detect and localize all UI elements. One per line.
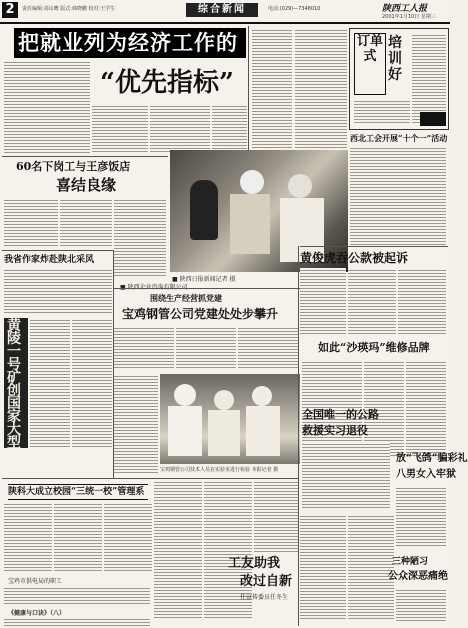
photo-caption-lab: 宝鸡钢管公司技术人员在实验室进行检验 本报记者 摄 [160, 467, 279, 473]
yaoling-banner [4, 318, 28, 477]
divider [2, 478, 298, 479]
three-headline-1: 三种陋习 [392, 557, 429, 567]
sixty-text-1 [4, 198, 58, 248]
page-number: 2 [2, 2, 18, 18]
steel-text-3 [238, 326, 298, 370]
huang-text-1 [300, 268, 346, 334]
shenlong-text-3 [406, 360, 446, 456]
bottom-text-1 [154, 480, 202, 620]
article-text-main [4, 60, 90, 154]
fang-headline-1: 放“飞鸽”骗彩礼 [396, 453, 468, 464]
gonghui-headline-1: 工友助我 [228, 556, 281, 571]
divider [113, 250, 114, 478]
fang-headline-2: 八男女入牢狱 [396, 469, 456, 480]
sixty-headline: 60名下岗工与王彦饭店 [16, 160, 131, 173]
huang-headline: 黄俊虎吞公款被起诉 [300, 251, 409, 265]
writer-headline: 我省作家炸赴陕北采风 [4, 255, 95, 265]
fang-text [396, 486, 446, 548]
order-text [412, 33, 446, 123]
small-item-text-2 [4, 617, 150, 627]
three-text [396, 588, 446, 622]
editor-line: 责任编辑:刘山鹰 版式:韩晓鹏 校对:王学生 [22, 6, 116, 12]
three-headline-2: 公众深恶痛绝 [388, 571, 448, 582]
small-item-1: 宝鸡市供电局的职工 [8, 578, 63, 585]
quanguo-headline-2: 救援实习退役 [302, 424, 368, 437]
divider [114, 288, 300, 289]
sixty-text-2 [60, 198, 112, 248]
divider [2, 156, 168, 157]
writer-text [4, 268, 112, 314]
divider [2, 250, 114, 251]
article-text-main-2 [92, 104, 148, 154]
yaoling-headline: 黄陵一号矿创国家大型新高 [7, 318, 21, 477]
page-header [0, 0, 450, 24]
steel-text-4 [114, 374, 158, 474]
article-text-main-3 [150, 104, 210, 154]
stamp-icon [420, 112, 446, 126]
sixty-subheadline: 喜结良缘 [56, 176, 117, 194]
quanguo-headline-1: 全国唯一的公路 [302, 408, 379, 421]
fed-text-2 [54, 502, 102, 572]
photo-caption-top: ■ 陕西日报新闻记者 摄 [172, 276, 236, 283]
fed-text-3 [104, 502, 152, 572]
steel-kicker: 围绕生产经营抓党建 [150, 293, 222, 303]
union-heading: 西北工会开展“十个一”活动 [350, 133, 448, 143]
article-text-right-1 [252, 28, 292, 158]
order-subtitle: 培训好 [388, 35, 402, 83]
union-text [350, 146, 446, 246]
huang-text-3 [398, 268, 446, 334]
section-title: 综合新闻 [186, 3, 258, 17]
main-headline-line2: “优先指标” [100, 68, 234, 98]
steel-headline: 宝鸡钢管公司党建处处步攀升 [122, 307, 279, 321]
gonghui-text-2 [300, 514, 346, 620]
gonghui-text-3 [348, 514, 394, 620]
huang-text-2 [348, 268, 396, 334]
article-text-main-4 [212, 104, 247, 154]
steel-text-1 [114, 326, 174, 370]
article-text-right-2 [295, 28, 347, 158]
order-text-2 [354, 99, 410, 125]
gonghui-text-1 [254, 480, 298, 552]
fed-headline: 陕科大成立校园“三统一校”管理系 [8, 484, 148, 500]
photo-lab [160, 374, 300, 464]
divider [300, 246, 448, 247]
yaoling-text-1 [30, 318, 70, 448]
steel-text-2 [176, 326, 236, 370]
quanguo-text [302, 442, 390, 510]
sixty-text-3 [114, 198, 166, 278]
yaoling-text-2 [72, 318, 112, 448]
small-item-text [4, 586, 150, 606]
divider [298, 246, 299, 626]
shenlong-headline: 如此“沙瑛玛”维修品牌 [318, 341, 430, 354]
gonghui-sub: 任宣传委员任冬生 [240, 594, 289, 601]
main-headline-line1: 把就业列为经济工作的 [14, 28, 246, 58]
phone-line: 电话:(029)—7348010 [268, 6, 321, 12]
fed-text-1 [4, 502, 52, 572]
gonghui-headline-2: 改过自新 [240, 574, 293, 589]
small-item-2: 《健康与口诀》（八） [8, 610, 66, 617]
photo-caption-mid [120, 282, 170, 291]
order-title: 订单式 [354, 33, 386, 95]
masthead-logo: 陕西工人报 [382, 4, 428, 14]
date-line: 2001年1月10日 星期三 [382, 14, 436, 20]
